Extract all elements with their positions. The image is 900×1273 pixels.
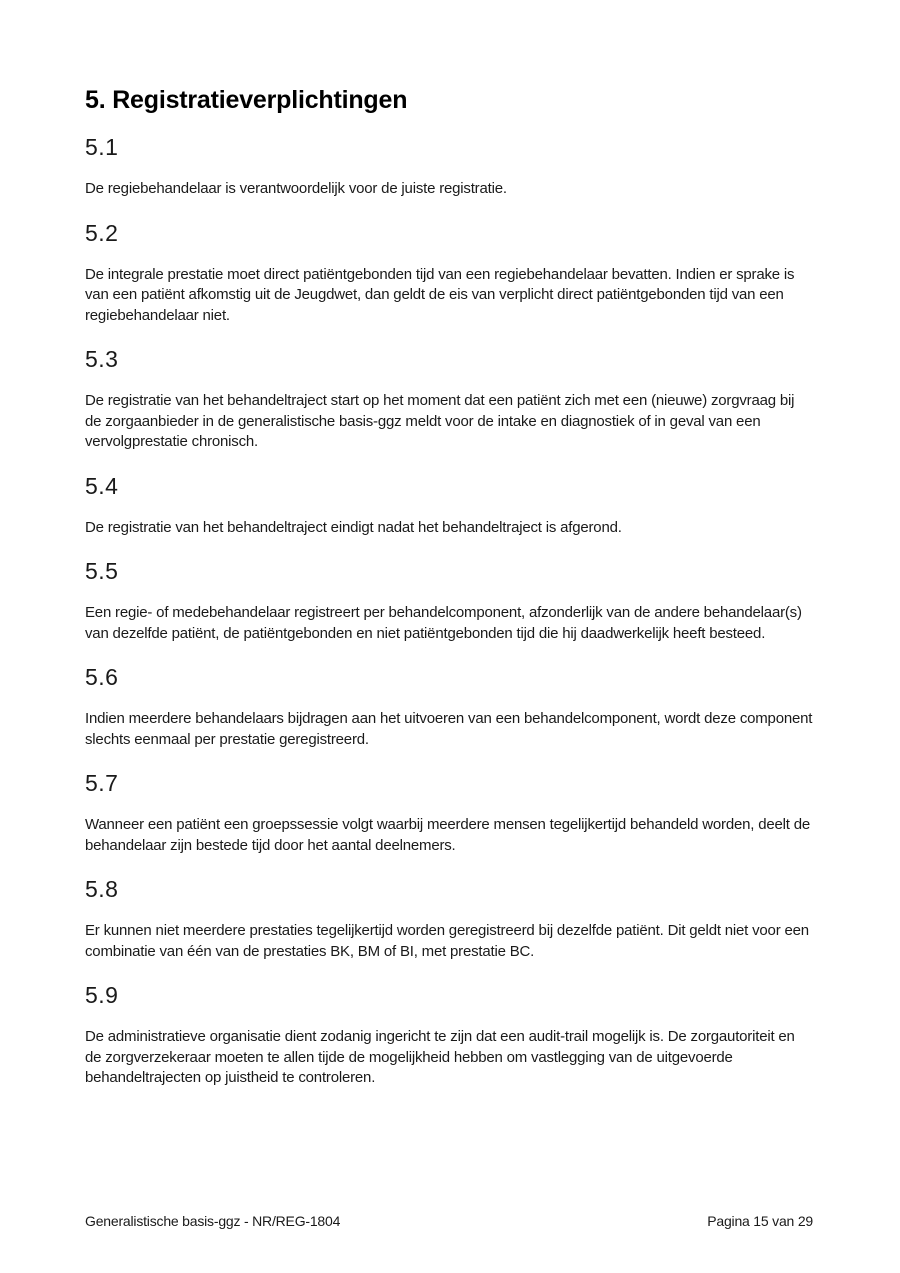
section-5-8-body: Er kunnen niet meerdere prestaties tegelijkertijd worden geregistreerd bij dezelfde patiënt. Dit geldt niet voor een combinatie van één van de prestaties BK, BM of BI, met prestatie BC. <box>85 922 809 960</box>
section-5-5-number: 5.5 <box>85 558 119 584</box>
section-5-9-number: 5.9 <box>85 982 119 1008</box>
section-5-4 <box>85 473 814 539</box>
section-5-5 <box>85 558 814 644</box>
section-5-3-number: 5.3 <box>85 346 119 372</box>
section-5-4-number: 5.4 <box>85 472 119 499</box>
section-5-6-number: 5.6 <box>85 664 119 690</box>
footer-page-indicator: Pagina 15 van 29 <box>707 1213 813 1229</box>
section-5-9 <box>85 982 814 1089</box>
section-5-2 <box>85 220 814 327</box>
section-5-8-number: 5.8 <box>85 876 119 902</box>
section-5-2-number: 5.2 <box>85 219 119 246</box>
section-5-1 <box>85 134 814 200</box>
section-5-1-body: De regiebehandelaar is verantwoordelijk voor de juiste registratie. <box>85 180 507 197</box>
section-5-6 <box>85 664 814 750</box>
section-5-7-number: 5.7 <box>85 770 119 796</box>
section-5-6-body: Indien meerdere behandelaars bijdragen aan het uitvoeren van een behandelcomponent, wordt deze component slechts eenmaal per prestatie geregistreerd. <box>85 710 813 748</box>
section-5-7-body: Wanneer een patiënt een groepssessie volgt waarbij meerdere mensen tegelijkertijd behandeld worden, deelt de behandelaar zijn bestede tijd door het aantal deelnemers. <box>85 816 810 854</box>
footer-document-reference: Generalistische basis-ggz - NR/REG-1804 <box>85 1213 341 1229</box>
section-5-3-body: De registratie van het behandeltraject start op het moment dat een patiënt zich met een (nieuwe) zorgvraag bij de zorgaanbieder in de generalistische basis-ggz meldt voor de intake en diagnostiek of in geval van een vervolgprestatie chronisch. <box>85 392 795 450</box>
section-5-9-body: De administratieve organisatie dient zodanig ingericht te zijn dat een audit-trail mogelijk is. De zorgautoriteit en de zorgverzekeraar moeten te allen tijde de mogelijkheid hebben om vastlegging van de uitgevoerde behandeltrajecten op juistheid te controleren. <box>85 1028 795 1086</box>
section-5-5-body: Een regie- of medebehandelaar registreert per behandelcomponent, afzonderlijk van de andere behandelaar(s) van dezelfde patiënt, de patiëntgebonden en niet patiëntgebonden tijd die hij daadwerkelijk heeft besteed. <box>85 604 802 642</box>
section-5-3 <box>85 346 814 453</box>
section-5-7 <box>85 770 814 856</box>
section-5-1-number: 5.1 <box>85 134 119 160</box>
page-footer <box>85 1213 813 1230</box>
page-title: 5. Registratieverplichtingen <box>85 86 408 114</box>
section-5-4-body: De registratie van het behandeltraject eindigt nadat het behandeltraject is afgerond. <box>85 518 622 536</box>
section-5-2-body: De integrale prestatie moet direct patiëntgebonden tijd van een regiebehandelaar bevatten. Indien er sprake is van een patiënt afkomstig uit de Jeugdwet, dan geldt de eis van verplicht direct patiëntgebonden tijd van een regiebehandelaar niet. <box>85 265 795 324</box>
section-5-8 <box>85 876 814 962</box>
